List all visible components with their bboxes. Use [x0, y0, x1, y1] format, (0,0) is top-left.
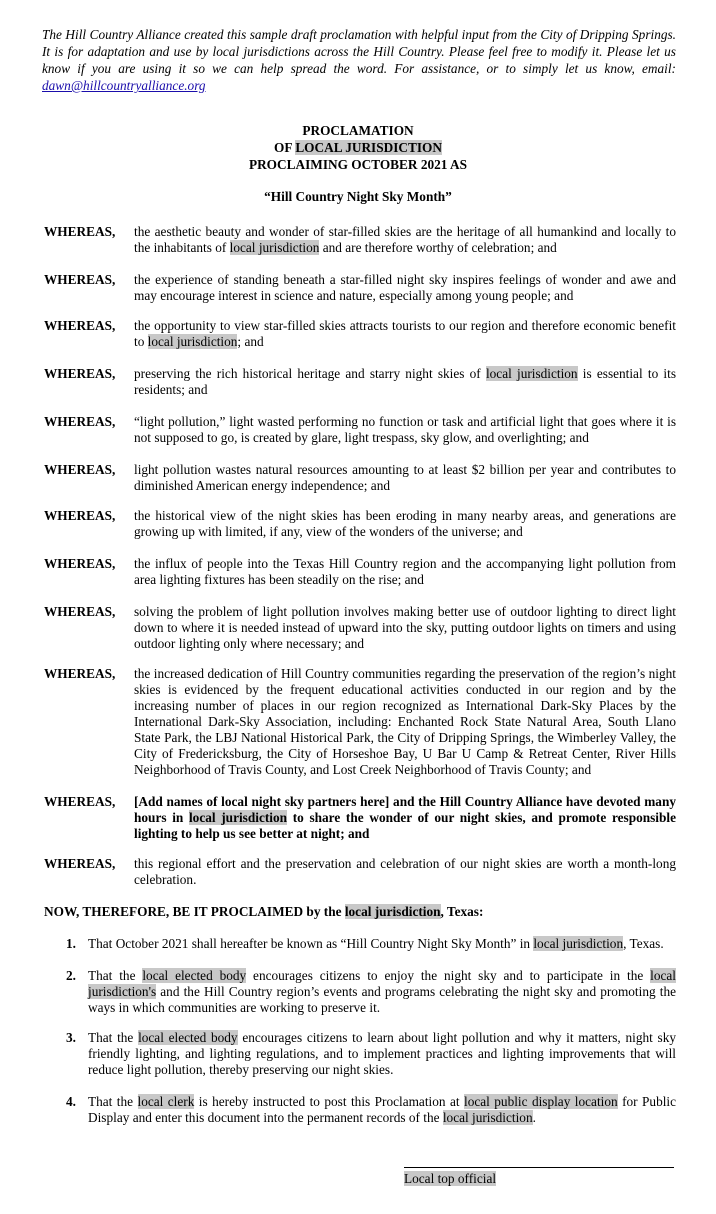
subtitle-night-sky-month: “Hill Country Night Sky Month”: [264, 189, 452, 204]
text-segment: That the: [88, 968, 143, 983]
whereas-text: [134, 318, 676, 350]
text-segment: solving the problem of light pollution involves making better use of outdoor lighting to direct light down to where it is needed instead of upward into the sky, putting outdoor lights on timers and using outdoor lighting only where necessary; and: [134, 604, 676, 651]
whereas-label: WHEREAS,: [44, 414, 116, 429]
whereas-clause: [44, 666, 676, 778]
whereas-clause: [44, 224, 676, 256]
whereas-text: [134, 508, 676, 540]
text-segment: That the: [88, 1094, 138, 1109]
text-segment: and the Hill Country region’s events and programs celebrating the night sky and promoting the ways in which communities are working to preserve it.: [88, 984, 676, 1015]
whereas-text: [134, 556, 676, 588]
item-text: [88, 936, 676, 952]
whereas-label: WHEREAS,: [44, 462, 116, 477]
title-of-prefix: OF: [274, 140, 296, 155]
text-segment: is essential to its residents; and: [134, 366, 676, 397]
text-segment: the historical view of the night skies has been eroding in many nearby areas, and generations are growing up with limited, if any, view of the wonders of the universe; and: [134, 508, 676, 539]
whereas-text: [134, 604, 676, 652]
whereas-text: [134, 366, 676, 398]
whereas-text: [134, 666, 676, 778]
text-segment: encourages citizens to enjoy the night sky and to participate in the: [246, 968, 651, 983]
text-segment: [Add names of local night sky partners here] and the Hill Country Alliance have devoted many hours in: [134, 794, 676, 825]
item-text: [88, 1030, 676, 1078]
whereas-clause: [44, 414, 676, 446]
text-segment: is hereby instructed to post this Proclamation at: [194, 1094, 464, 1109]
text-segment: , Texas:: [440, 904, 484, 919]
text-segment: light pollution wastes natural resources amounting to at least $2 billion per year and contributes to diminished American energy independence; and: [134, 462, 676, 493]
intro-paragraph: [42, 26, 676, 94]
whereas-clause: [44, 556, 676, 588]
text-segment: the experience of standing beneath a star-filled night sky inspires feelings of wonder and awe and may encourage interest in science and nature, especially among young people; and: [134, 272, 676, 303]
text-segment: That October 2021 shall hereafter be known as “Hill Country Night Sky Month” in: [88, 936, 534, 951]
placeholder-highlight: local public display location: [464, 1094, 618, 1109]
whereas-text: [134, 414, 676, 446]
resolution-item: [44, 936, 676, 952]
text-segment: this regional effort and the preservation and celebration of our night skies are worth a month-long celebration.: [134, 856, 676, 887]
placeholder-highlight: local clerk: [137, 1094, 195, 1109]
placeholder-highlight: local jurisdiction: [485, 366, 578, 381]
item-number: 2.: [66, 968, 76, 983]
text-segment: preserving the rich historical heritage and starry night skies of: [134, 366, 486, 381]
placeholder-highlight: local jurisdiction: [533, 936, 624, 951]
whereas-label: WHEREAS,: [44, 794, 116, 809]
text-segment: ; and: [237, 334, 264, 349]
placeholder-highlight: local jurisdiction: [344, 904, 441, 919]
item-text: [88, 968, 676, 1016]
text-segment: encourages citizens to learn about light pollution and why it matters, night sky friendly lighting, and lighting regulations, and to implement practices and lighting improvements that will reduce light pollution, thereby preserving our night skies.: [88, 1030, 676, 1077]
whereas-clause: [44, 366, 676, 398]
item-text: [88, 1094, 676, 1126]
title-jurisdiction-line: [0, 140, 716, 156]
whereas-clause: [44, 508, 676, 540]
text-segment: to share the wonder of our night skies, and promote responsible lighting to help us see better at night; and: [134, 810, 676, 841]
whereas-text: [134, 462, 676, 494]
resolution-item: [44, 1094, 676, 1126]
text-segment: the opportunity to view star-filled skies attracts tourists to our region and therefore economic benefit to: [134, 318, 676, 349]
whereas-label: WHEREAS,: [44, 272, 116, 287]
whereas-label: WHEREAS,: [44, 508, 116, 523]
signature-label: [404, 1171, 496, 1187]
whereas-clause: [44, 318, 676, 350]
placeholder-local-top-official: Local top official: [404, 1171, 497, 1186]
whereas-label: WHEREAS,: [44, 224, 116, 239]
signature-line: [404, 1167, 674, 1168]
text-segment: .: [532, 1110, 536, 1125]
now-therefore-line: [44, 904, 483, 920]
whereas-label: WHEREAS,: [44, 318, 116, 333]
whereas-label: WHEREAS,: [44, 666, 116, 681]
text-segment: the influx of people into the Texas Hill Country region and the accompanying light pollution from area lighting fixtures has been steadily on the rise; and: [134, 556, 676, 587]
text-segment: for Public Display and enter this document into the permanent records of the: [88, 1094, 677, 1125]
whereas-label: WHEREAS,: [44, 556, 116, 571]
title-proclamation: PROCLAMATION: [302, 123, 414, 138]
placeholder-highlight: local elected body: [138, 1030, 238, 1045]
text-segment: NOW, THEREFORE, BE IT PROCLAIMED by the: [44, 904, 345, 919]
placeholder-highlight: local jurisdiction: [147, 334, 238, 349]
whereas-clause: [44, 604, 676, 652]
text-segment: the aesthetic beauty and wonder of star-filled skies are the heritage of all humankind and locally to the inhabitants of: [134, 224, 676, 255]
whereas-text: [134, 224, 676, 256]
email-link[interactable]: dawn@hillcountryalliance.org: [42, 78, 206, 93]
text-segment: “light pollution,” light wasted performing no function or task and artificial light that goes where it is not supposed to go, is created by glare, light trespass, sky glow, and overlighting; and: [134, 414, 676, 445]
text-segment: and are therefore worthy of celebration; and: [319, 240, 557, 255]
placeholder-highlight: local jurisdiction: [229, 240, 320, 255]
placeholder-highlight: local elected body: [142, 968, 247, 983]
item-number: 3.: [66, 1030, 76, 1045]
text-segment: the increased dedication of Hill Country communities regarding the preservation of the region’s night skies is evidenced by the frequent educational activities conducted in our region and by the increasing number of places in our region recognized as International Dark-Sky Places by the International Dark-Sky Association, including: Enchanted Rock State Natural Area, South Llano State Park, the LBJ National Historical Park, the City of Dripping Springs, the Wimberley Valley, the City of Fredericksburg, the City of Horseshoe Bay, U Bar U Camp & Retreat Center, River Hills Neighborhood of Travis County, and Lost Creek Neighborhood of Travis County; and: [134, 666, 676, 777]
whereas-text: [134, 856, 676, 888]
placeholder-highlight: local jurisdiction: [188, 810, 288, 825]
whereas-clause: [44, 272, 676, 304]
whereas-text: [134, 272, 676, 304]
whereas-clause: [44, 856, 676, 888]
placeholder-highlight: local jurisdiction: [442, 1110, 533, 1125]
placeholder-highlight: local jurisdiction's: [88, 968, 676, 999]
resolution-item: [44, 1030, 676, 1078]
item-number: 1.: [66, 936, 76, 951]
intro-text: The Hill Country Alliance created this sample draft proclamation with helpful input from the City of Dripping Springs. It is for adaptation and use by local jurisdictions across the Hill Country. Please feel free to modify it. Please let us know if you are using it so we can help spread the word. For assistance, or to simply let us know, email:: [42, 27, 676, 76]
whereas-clause: [44, 462, 676, 494]
text-segment: , Texas.: [623, 936, 664, 951]
whereas-text: [134, 794, 676, 842]
placeholder-local-jurisdiction: LOCAL JURISDICTION: [295, 140, 442, 155]
whereas-label: WHEREAS,: [44, 604, 116, 619]
whereas-clause: [44, 794, 676, 842]
resolution-item: [44, 968, 676, 1016]
title-proclaiming-line: PROCLAIMING OCTOBER 2021 AS: [248, 157, 468, 172]
whereas-label: WHEREAS,: [44, 366, 116, 381]
item-number: 4.: [66, 1094, 76, 1109]
text-segment: That the: [88, 1030, 139, 1045]
whereas-label: WHEREAS,: [44, 856, 116, 871]
